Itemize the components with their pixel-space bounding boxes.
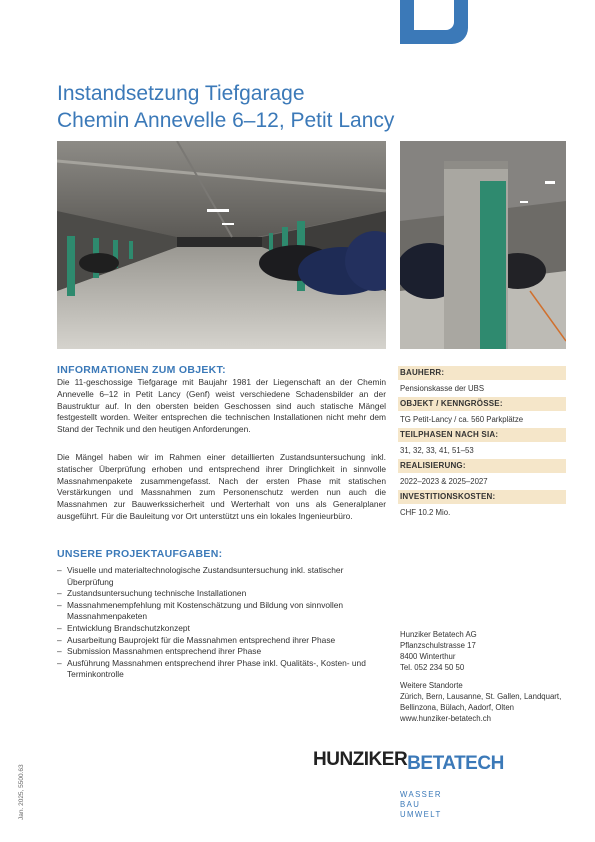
fact-value-phases: 31, 32, 33, 41, 51–53 <box>400 446 474 455</box>
tagline-water: WASSER <box>400 790 442 799</box>
contact-block <box>400 629 570 724</box>
info-paragraph-2: Die Mängel haben wir im Rahmen einer detaillierten Zustandsuntersuchung inkl. statischer Überprüfung erhoben und entsprechend ihrer Dringlichkeit in sinnvolle Massnahmenpakete zusammengefasst. Nach der ersten Phase mit statischen Verstärkungen und Massnahmen zum Personenschutz werden nun auch die Massnahmen zur Bauwerkssicherheit und Werterhalt von uns als Generalplaner ausgeführt. Für die Bauleitung vor Ort unterstützt uns ein lokales Ingenieurbüro. <box>57 452 386 521</box>
info-paragraph-1: Die 11-geschossige Tiefgarage mit Baujahr 1981 der Liegenschaft an der Chemin Annevelle 6–12 in Petit Lancy (Genf) weist verschiedene Schadensbilder an der Baustruktur auf. In den obersten beiden Geschossen sind auch statische Mängel festgestellt worden. Weiter entsprechen die technischen Installationen nicht mehr dem Stand der Technik und den heutigen Anforderungen. <box>57 377 386 435</box>
company-logo <box>313 746 504 774</box>
list-item: – Entwicklung Brandschutzkonzept <box>57 623 386 635</box>
logo-part-hunziker: HUNZIKER <box>313 749 408 770</box>
task-list <box>57 565 386 681</box>
info-heading: INFORMATIONEN ZUM OBJEKT: <box>57 364 226 376</box>
fact-value-investment: CHF 10.2 Mio. <box>400 508 451 517</box>
fact-value-object: TG Petit-Lancy / ca. 560 Parkplätze <box>400 415 524 424</box>
company-name: Hunziker Betatech AG <box>400 630 477 639</box>
logo-part-betatech: BETATECH <box>407 753 504 774</box>
fact-label-realization: REALISIERUNG: <box>398 459 566 473</box>
fact-label-object: OBJEKT / KENNGRÖSSE: <box>398 397 566 411</box>
header-tab-mark-cutout <box>414 0 454 30</box>
title-line-1: Instandsetzung Tiefgarage <box>57 82 305 105</box>
fact-value-client: Pensionskasse der UBS <box>400 384 485 393</box>
locations-line-2: Bellinzona, Bülach, Aadorf, Olten <box>400 703 514 712</box>
list-item: – Ausführung Massnahmen entsprechend ihrer Phase inkl. Qualitäts-, Kosten- und Terminkontrolle <box>57 658 386 681</box>
fact-label-phases: TEILPHASEN NACH SIA: <box>398 428 566 442</box>
website-link[interactable]: www.hunziker-betatech.ch <box>400 714 492 723</box>
locations-heading: Weitere Standorte <box>400 681 463 690</box>
list-item: – Zustandsuntersuchung technische Installationen <box>57 588 386 600</box>
garage-corridor-photo <box>57 141 386 349</box>
project-facts-box <box>398 366 566 521</box>
tagline-environment: UMWELT <box>400 810 442 819</box>
page-title <box>57 80 537 134</box>
company-city: 8400 Winterthur <box>400 652 456 661</box>
document-date-code: Jan. 2025, 5500.63 <box>18 764 25 820</box>
fact-label-client: BAUHERR: <box>398 366 566 380</box>
list-item: – Visuelle und materialtechnologische Zustandsuntersuchung inkl. statischer Überprüfung <box>57 565 386 588</box>
list-item: – Submission Massnahmen entsprechend ihrer Phase <box>57 646 386 658</box>
taglines <box>400 790 442 820</box>
title-line-2: Chemin Annevelle 6–12, Petit Lancy <box>57 109 395 132</box>
list-item: – Ausarbeitung Bauprojekt für die Massnahmen entsprechend ihrer Phase <box>57 635 386 647</box>
fact-value-realization: 2022–2023 & 2025–2027 <box>400 477 488 486</box>
locations-line-1: Zürich, Bern, Lausanne, St. Gallen, Landquart, <box>400 692 562 701</box>
company-phone[interactable]: Tel. 052 234 50 50 <box>400 663 465 672</box>
garage-column-photo <box>400 141 566 349</box>
tasks-heading: UNSERE PROJEKTAUFGABEN: <box>57 548 223 560</box>
tagline-construction: BAU <box>400 800 421 809</box>
list-item: – Massnahmenempfehlung mit Kostenschätzung und Bildung von sinnvollen Massnahmenpaketen <box>57 600 386 623</box>
fact-label-investment: INVESTITIONSKOSTEN: <box>398 490 566 504</box>
company-street: Pflanzschulstrasse 17 <box>400 641 476 650</box>
